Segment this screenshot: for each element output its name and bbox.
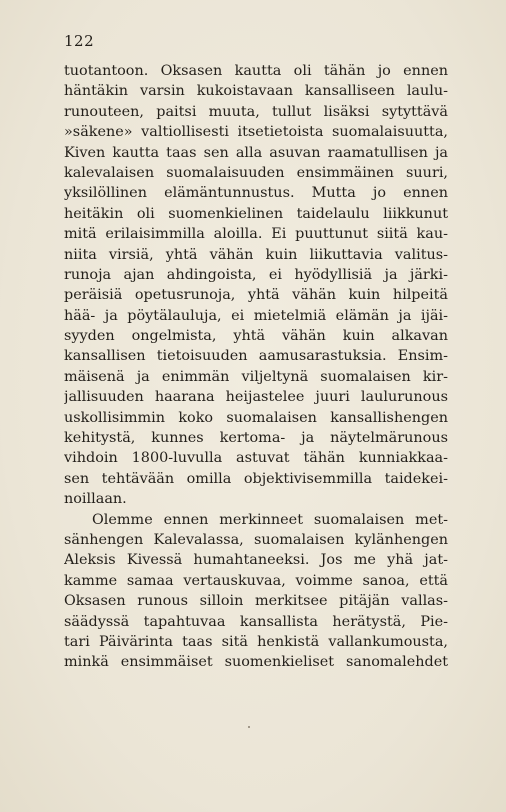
text-line: kehitystä, kunnes kertoma- ja näytelmärunous (64, 430, 448, 447)
text-line: mäisenä ja enimmän viljeltynä suomalaisen kir- (64, 368, 448, 385)
text-line: heitäkin oli suomenkielinen taidelaulu liikkunut (64, 205, 448, 222)
text-line: runouteen, paitsi muuta, tullut lisäksi sytyttävä (64, 103, 448, 120)
text-line: peräisiä opetusrunoja, yhtä vähän kuin hilpeitä (64, 287, 448, 304)
body-text (64, 61, 448, 673)
text-line: kansallisen tietoisuuden aamusarastuksia. Ensim- (64, 348, 448, 365)
text-line: uskollisimmin koko suomalaisen kansallishengen (64, 409, 448, 426)
text-line: sänhengen Kalevalassa, suomalaisen kylänhengen (64, 531, 448, 548)
text-line: mitä erilaisimmilla aloilla. Ei puuttunut siitä kau- (64, 226, 448, 243)
text-line: sen tehtävään omilla objektivisemmilla taidekei- (64, 470, 448, 487)
page-number: 122 (64, 32, 95, 50)
text-line: niita virsiä, yhtä vähän kuin liikuttavia valitus- (64, 246, 448, 263)
text-line: häntäkin varsin kukoistavaan kansalliseen laulu- (64, 83, 448, 100)
text-line: Oksasen runous silloin merkitsee pitäjän vallas- (64, 593, 448, 610)
text-line: minkä ensimmäiset suomenkieliset sanomalehdet (64, 654, 448, 671)
text-line: syyden ongelmista, yhtä vähän kuin alkavan (64, 328, 448, 345)
paper-speck (248, 726, 250, 728)
text-line: Aleksis Kivessä humahtaneeksi. Jos me yhä jat- (64, 552, 448, 569)
text-line: tuotantoon. Oksasen kautta oli tähän jo ennen (64, 63, 448, 79)
text-line-paragraph-end: noillaan. (64, 491, 127, 508)
text-line: kamme samaa vertauskuvaa, voimme sanoa, että (64, 572, 448, 589)
text-line: jallisuuden haarana heijastelee juuri laulurunous (64, 389, 448, 406)
text-line: yksilöllinen elämäntunnustus. Mutta jo ennen (64, 185, 448, 202)
text-line: »säkene» valtiollisesti itsetietoista suomalaisuutta, (64, 124, 448, 141)
text-line: vihdoin 1800-luvulla astuvat tähän kunniakkaa- (64, 450, 448, 467)
text-line: kalevalaisen suomalaisuuden ensimmäinen suuri, (64, 164, 448, 181)
text-line: tari Päivärinta taas sitä henkistä vallankumousta, (64, 633, 448, 650)
text-line: säädyssä tapahtuvaa kansallista herätystä, Pie- (64, 613, 448, 630)
text-line: hää- ja pöytälauluja, ei mietelmiä elämän ja ijäi- (64, 307, 448, 324)
text-line: runoja ajan ahdingoista, ei hyödyllisiä ja järki- (64, 266, 448, 283)
text-line: Kiven kautta taas sen alla asuvan raamatullisen ja (64, 144, 448, 161)
text-line-paragraph-start: Olemme ennen merkinneet suomalaisen met- (92, 511, 448, 528)
